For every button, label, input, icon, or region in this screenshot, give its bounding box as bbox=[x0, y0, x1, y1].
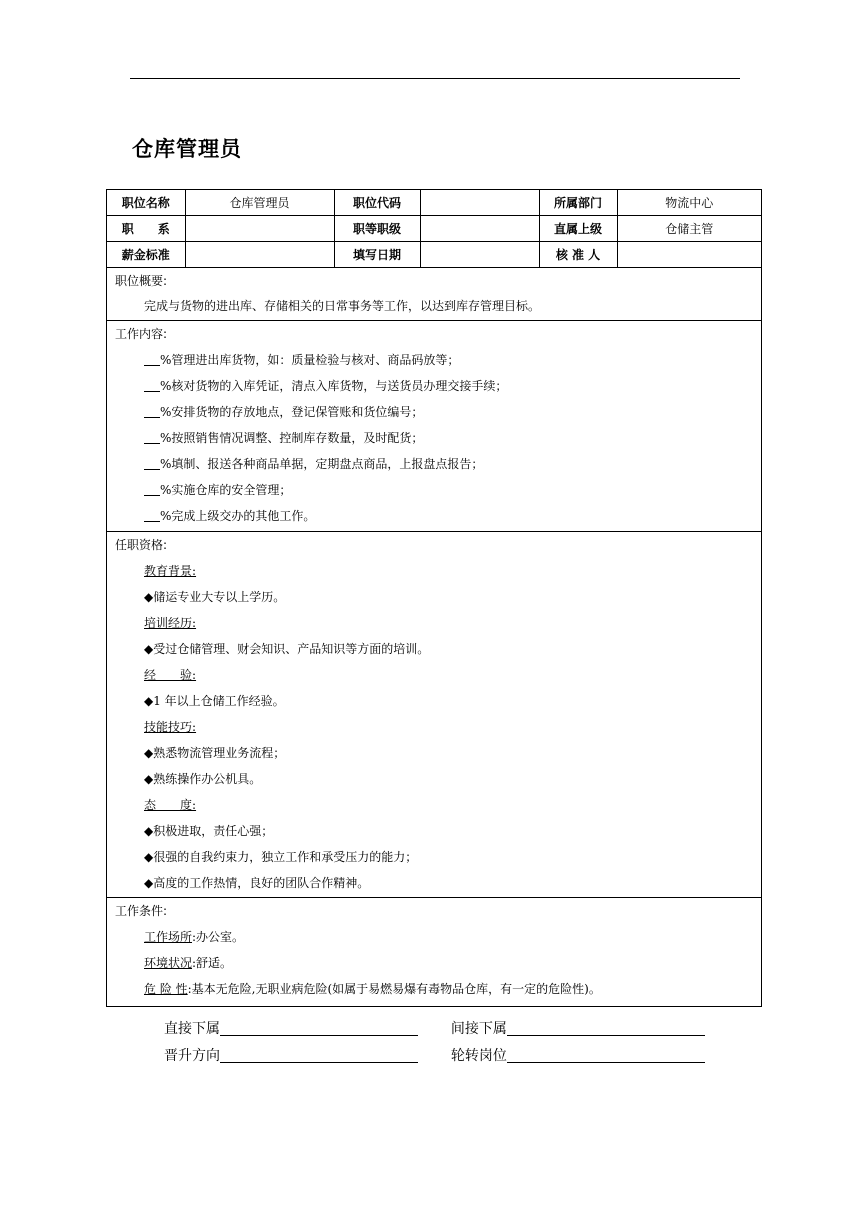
duty-text: %核对货物的入库凭证，清点入库货物，与送货员办理交接手续； bbox=[160, 379, 508, 393]
label-supervisor: 直属上级 bbox=[539, 216, 617, 242]
job-description-form bbox=[106, 189, 762, 1007]
table-row bbox=[107, 242, 761, 268]
blank-line bbox=[144, 507, 160, 522]
rotation-label: 轮转岗位 bbox=[450, 1048, 507, 1064]
list-item: ◆熟悉物流管理业务流程； bbox=[144, 746, 286, 760]
value-approver bbox=[617, 242, 761, 268]
duty-text: %安排货物的存放地点，登记保管账和货位编号； bbox=[160, 405, 424, 419]
label-fill-date: 填写日期 bbox=[334, 242, 420, 268]
rotation-field[interactable] bbox=[507, 1046, 705, 1063]
duty-text: %完成上级交办的其他工作。 bbox=[160, 509, 316, 523]
list-item bbox=[107, 976, 761, 1002]
education-heading: 教育背景: bbox=[144, 564, 197, 578]
qualifications-heading: 任职资格: bbox=[115, 538, 168, 552]
label-position-code: 职位代码 bbox=[334, 190, 420, 216]
duties-heading: 工作内容: bbox=[115, 327, 168, 341]
footer-row-subordinates bbox=[164, 1018, 705, 1038]
label-grade-level: 职等职级 bbox=[334, 216, 420, 242]
list-item: ◆1 年以上仓储工作经验。 bbox=[144, 694, 285, 708]
indirect-subordinates-field[interactable] bbox=[507, 1019, 705, 1036]
skills-heading: 技能技巧: bbox=[144, 720, 197, 734]
qualifications-section bbox=[107, 532, 761, 898]
conditions-heading: 工作条件: bbox=[115, 904, 168, 918]
condition-value: :基本无危险,无职业病危险(如属于易燃易爆有毒物品仓库，有一定的危险性)。 bbox=[187, 982, 601, 996]
duty-text: %管理进出库货物，如：质量检验与核对、商品码放等； bbox=[160, 353, 460, 367]
position-info-table bbox=[107, 190, 761, 268]
promotion-field[interactable] bbox=[220, 1046, 418, 1063]
label-salary-standard: 薪金标准 bbox=[107, 242, 185, 268]
overview-heading: 职位概要: bbox=[115, 274, 168, 288]
list-item bbox=[107, 950, 761, 976]
indirect-subordinates-label: 间接下属 bbox=[450, 1021, 507, 1037]
blank-line bbox=[144, 455, 160, 470]
value-supervisor: 仓储主管 bbox=[617, 216, 761, 242]
condition-key: 环境状况 bbox=[144, 956, 193, 970]
direct-subordinates-label: 直接下属 bbox=[164, 1021, 220, 1037]
value-salary-standard bbox=[185, 242, 334, 268]
label-approver: 核 准 人 bbox=[539, 242, 617, 268]
condition-key: 工作场所 bbox=[144, 930, 193, 944]
page-title: 仓库管理员 bbox=[132, 137, 242, 161]
footer-row-career bbox=[164, 1045, 705, 1065]
list-item: ◆熟练操作办公机具。 bbox=[144, 772, 262, 786]
training-heading: 培训经历: bbox=[144, 616, 197, 630]
table-row bbox=[107, 216, 761, 242]
blank-line bbox=[144, 403, 160, 418]
list-item bbox=[107, 924, 761, 950]
table-row bbox=[107, 190, 761, 216]
list-item bbox=[107, 477, 761, 503]
list-item bbox=[107, 399, 761, 425]
attitude-heading: 态 度: bbox=[144, 798, 197, 812]
list-item bbox=[107, 373, 761, 399]
list-item bbox=[107, 347, 761, 373]
blank-line bbox=[144, 481, 160, 496]
promotion-label: 晋升方向 bbox=[164, 1048, 220, 1064]
condition-key: 危 险 性 bbox=[144, 982, 188, 996]
list-item bbox=[107, 425, 761, 451]
list-item bbox=[107, 503, 761, 529]
list-item: ◆很强的自我约束力，独立工作和承受压力的能力； bbox=[144, 850, 418, 864]
list-item: ◆受过仓储管理、财会知识、产品知识等方面的培训。 bbox=[144, 642, 430, 656]
experience-heading: 经 验: bbox=[144, 668, 197, 682]
list-item: ◆高度的工作热情，良好的团队合作精神。 bbox=[144, 876, 370, 890]
list-item: ◆积极进取，责任心强； bbox=[144, 824, 274, 838]
direct-subordinates-field[interactable] bbox=[220, 1019, 418, 1036]
condition-value: :舒适。 bbox=[192, 956, 233, 970]
value-position-name: 仓库管理员 bbox=[185, 190, 334, 216]
label-position-name: 职位名称 bbox=[107, 190, 185, 216]
value-grade-level bbox=[420, 216, 539, 242]
conditions-section bbox=[107, 898, 761, 1006]
header-rule bbox=[130, 78, 740, 79]
duty-text: %按照销售情况调整、控制库存数量，及时配货； bbox=[160, 431, 424, 445]
list-item bbox=[107, 451, 761, 477]
value-fill-date bbox=[420, 242, 539, 268]
label-job-family: 职 系 bbox=[107, 216, 185, 242]
blank-line bbox=[144, 351, 160, 366]
duty-text: %填制、报送各种商品单据，定期盘点商品，上报盘点报告； bbox=[160, 457, 484, 471]
condition-value: :办公室。 bbox=[192, 930, 245, 944]
duties-section bbox=[107, 321, 761, 532]
list-item: ◆储运专业大专以上学历。 bbox=[144, 590, 286, 604]
overview-text: 完成与货物的进出库、存储相关的日常事务等工作，以达到库存管理目标。 bbox=[144, 299, 541, 313]
label-department: 所属部门 bbox=[539, 190, 617, 216]
value-job-family bbox=[185, 216, 334, 242]
blank-line bbox=[144, 429, 160, 444]
value-position-code bbox=[420, 190, 539, 216]
duty-text: %实施仓库的安全管理； bbox=[160, 483, 292, 497]
blank-line bbox=[144, 377, 160, 392]
value-department: 物流中心 bbox=[617, 190, 761, 216]
overview-section bbox=[107, 268, 761, 321]
